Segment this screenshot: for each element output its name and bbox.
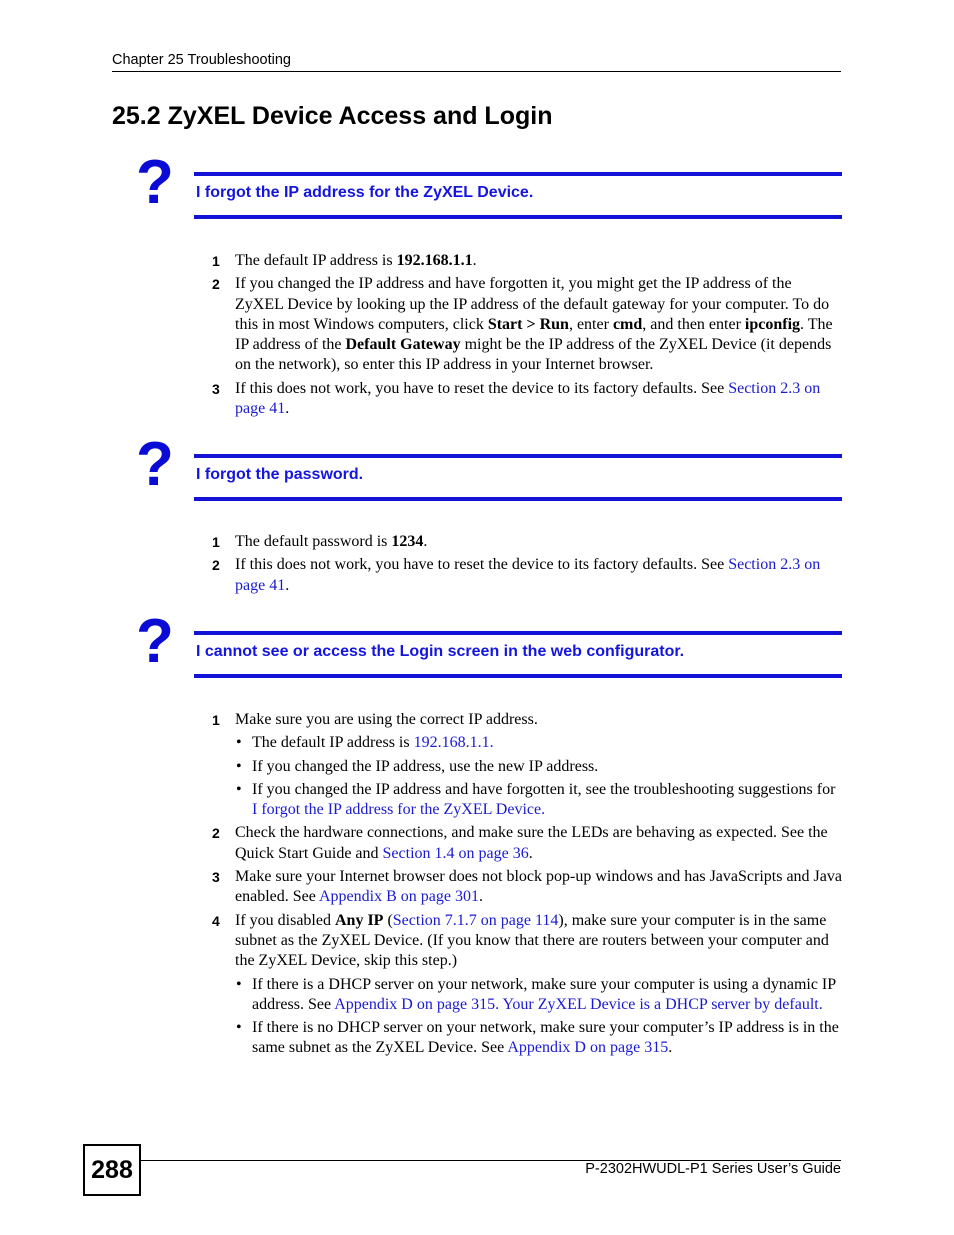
question-mark-icon: ? — [136, 148, 174, 217]
section-link[interactable]: Section 7.1.7 on page 114 — [392, 911, 559, 929]
answer-list — [210, 251, 842, 422]
question-heading: I forgot the IP address for the ZyXEL Device. — [196, 184, 534, 201]
appendix-link[interactable]: Appendix D on page 315 — [334, 995, 496, 1013]
appendix-link[interactable]: Appendix D on page 315 — [507, 1039, 669, 1057]
list-item: 4 If you disabled Any IP (Section 7.1.7 on page 114), make sure your computer is in the same subnet as the ZyXEL Device. (If you know that there are routers between your computer and the ZyXEL Device, skip this step.) — [212, 911, 829, 970]
question-heading: I forgot the password. — [196, 466, 364, 483]
section-link[interactable]: Section 2.3 on page 41 — [235, 379, 821, 418]
bullet-item: • If there is a DHCP server on your network, make sure your computer is using a dynamic IP address. See Appendix D on page 315. Your ZyXEL Device is a DHCP server by default. — [236, 975, 836, 1013]
bullet-item: • The default IP address is 192.168.1.1. — [236, 734, 494, 752]
question-bottom-bar — [194, 674, 842, 678]
list-item: 3 If this does not work, you have to reset the device to its factory defaults. See Section 2.3 on page 41. — [212, 379, 821, 418]
bullet-item: • If there is no DHCP server on your network, make sure your computer’s IP address is in the same subnet as the ZyXEL Device. See Appendix D on page 315. — [236, 1019, 839, 1057]
list-item: 1 The default IP address is 192.168.1.1. — [212, 252, 477, 269]
question-top-bar — [194, 631, 842, 635]
question-mark-icon: ? — [136, 430, 174, 499]
question-link[interactable]: I forgot the IP address for the ZyXEL Device — [252, 801, 542, 819]
section-link[interactable]: Section 2.3 on page 41 — [235, 556, 821, 594]
guide-title: P-2302HWUDL-P1 Series User’s Guide — [585, 1161, 841, 1177]
list-item: 2 Check the hardware connections, and make sure the LEDs are behaving as expected. See the Quick Start Guide and Section 1.4 on page 36. — [212, 824, 828, 862]
bullet-item: • If you changed the IP address, use the new IP address. — [236, 757, 599, 775]
list-item: 3 Make sure your Internet browser does not block pop-up windows and has JavaScripts and Java enabled. See Appendix B on page 301. — [212, 868, 842, 906]
question-heading: I cannot see or access the Login screen in the web configurator. — [196, 643, 685, 660]
question-mark-icon: ? — [136, 607, 174, 676]
page-number: 288 — [83, 1144, 141, 1196]
question-top-bar — [194, 172, 842, 176]
header-divider — [112, 71, 841, 72]
ip-address-link[interactable]: 192.168.1.1 — [413, 734, 490, 752]
bullet-item: • If you changed the IP address and have forgotten it, see the troubleshooting suggestions for I forgot the IP address for the ZyXEL Device. — [236, 780, 836, 819]
list-item: 2 If you changed the IP address and have forgotten it, you might get the IP address of the ZyXEL Device by looking up the IP address of the default gateway for your computer. To do this in most Windows computers, click Start > Run, enter cmd, and then enter ipconfig. The IP address of the Default Gateway might be the IP address of the ZyXEL Device (it depends on the network), so enter this IP address in your Internet browser. — [212, 275, 833, 374]
question-bottom-bar — [194, 497, 842, 501]
list-item: 1 The default password is 1234. — [212, 533, 428, 550]
appendix-link[interactable]: Appendix B on page 301 — [318, 888, 479, 906]
chapter-header: Chapter 25 Troubleshooting — [112, 52, 291, 68]
question-bottom-bar — [194, 215, 842, 219]
section-title: 25.2 ZyXEL Device Access and Login — [112, 102, 553, 130]
list-item: 1 Make sure you are using the correct IP address. — [212, 711, 538, 728]
list-item: 2 If this does not work, you have to reset the device to its factory defaults. See Section 2.3 on page 41. — [212, 556, 821, 594]
answer-list — [210, 710, 842, 1062]
question-top-bar — [194, 454, 842, 458]
section-link[interactable]: Section 1.4 on page 36 — [382, 844, 529, 862]
answer-list — [210, 532, 842, 599]
